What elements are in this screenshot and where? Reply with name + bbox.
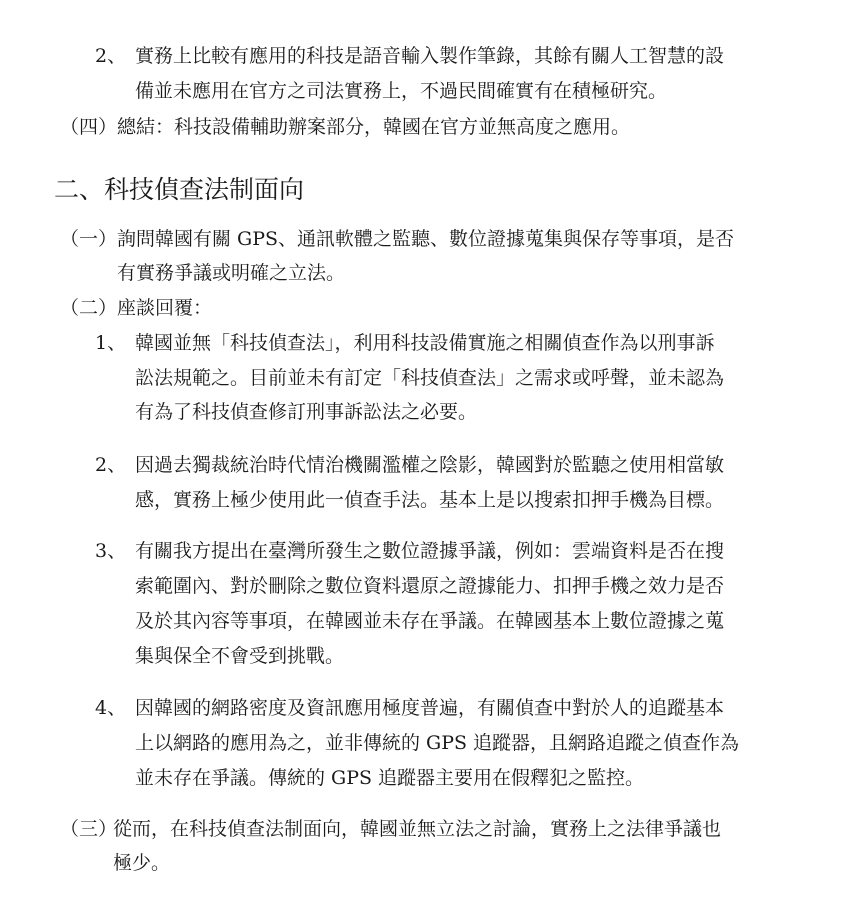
paragraph-line: 從而，在科技偵查法制面向，韓國並無立法之討論，實務上之法律爭議也 [113,818,722,840]
paragraph-line: 總結：科技設備輔助辦案部分，韓國在官方並無高度之應用。 [117,116,631,138]
paragraph-line: 座談回覆： [117,297,213,319]
section-marker: （四） [60,116,118,138]
list-marker: 2、 [95,454,127,476]
paragraph-line: 上以網路的應用為之，並非傳統的 GPS 追蹤器，且網路追蹤之偵查作為 [135,732,740,754]
paragraph-line: 並未存在爭議。傳統的 GPS 追蹤器主要用在假釋犯之監控。 [135,767,645,789]
section-heading: 二、科技偵查法制面向 [54,175,305,204]
paragraph-line: 韓國並無「科技偵查法」，利用科技設備實施之相關偵查作為以刑事訴 [135,332,715,354]
list-marker: 4、 [95,697,127,719]
paragraph-line: 集與保全不會受到挑戰。 [135,645,345,667]
section-marker: （二） [60,297,118,319]
paragraph-line: 及於其內容等事項，在韓國並未存在爭議。在韓國基本上數位證據之蒐 [135,610,725,632]
section-marker: （三） [60,818,118,840]
paragraph-line: 有實務爭議或明確之立法。 [117,262,346,284]
section-marker: （一） [60,228,118,250]
paragraph-line: 感，實務上極少使用此一偵查手法。基本上是以搜索扣押手機為目標。 [135,489,725,511]
paragraph-line: 極少。 [113,852,171,874]
paragraph-line: 訟法規範之。目前並未有訂定「科技偵查法」之需求或呼聲，並未認為 [135,367,725,389]
paragraph-line: 有為了科技偵查修訂刑事訴訟法之必要。 [135,401,478,423]
list-marker: 3、 [95,540,127,562]
paragraph-line: 備並未應用在官方之司法實務上，不過民間確實有在積極研究。 [135,80,668,102]
paragraph-line: 實務上比較有應用的科技是語音輸入製作筆錄，其餘有關人工智慧的設 [135,45,725,67]
list-marker: 1、 [95,332,127,354]
paragraph-line: 索範圍內、對於刪除之數位資料還原之證據能力、扣押手機之效力是否 [135,575,725,597]
paragraph-line: 詢問韓國有關 GPS、通訊軟體之監聽、數位證據蒐集與保存等事項，是否 [117,228,735,250]
list-marker: 2、 [95,45,127,67]
paragraph-line: 因韓國的網路密度及資訊應用極度普遍，有關偵查中對於人的追蹤基本 [135,697,725,719]
paragraph-line: 因過去獨裁統治時代情治機關濫權之陰影，韓國對於監聽之使用相當敏 [135,454,725,476]
paragraph-line: 有關我方提出在臺灣所發生之數位證據爭議，例如：雲端資料是否在搜 [135,540,725,562]
